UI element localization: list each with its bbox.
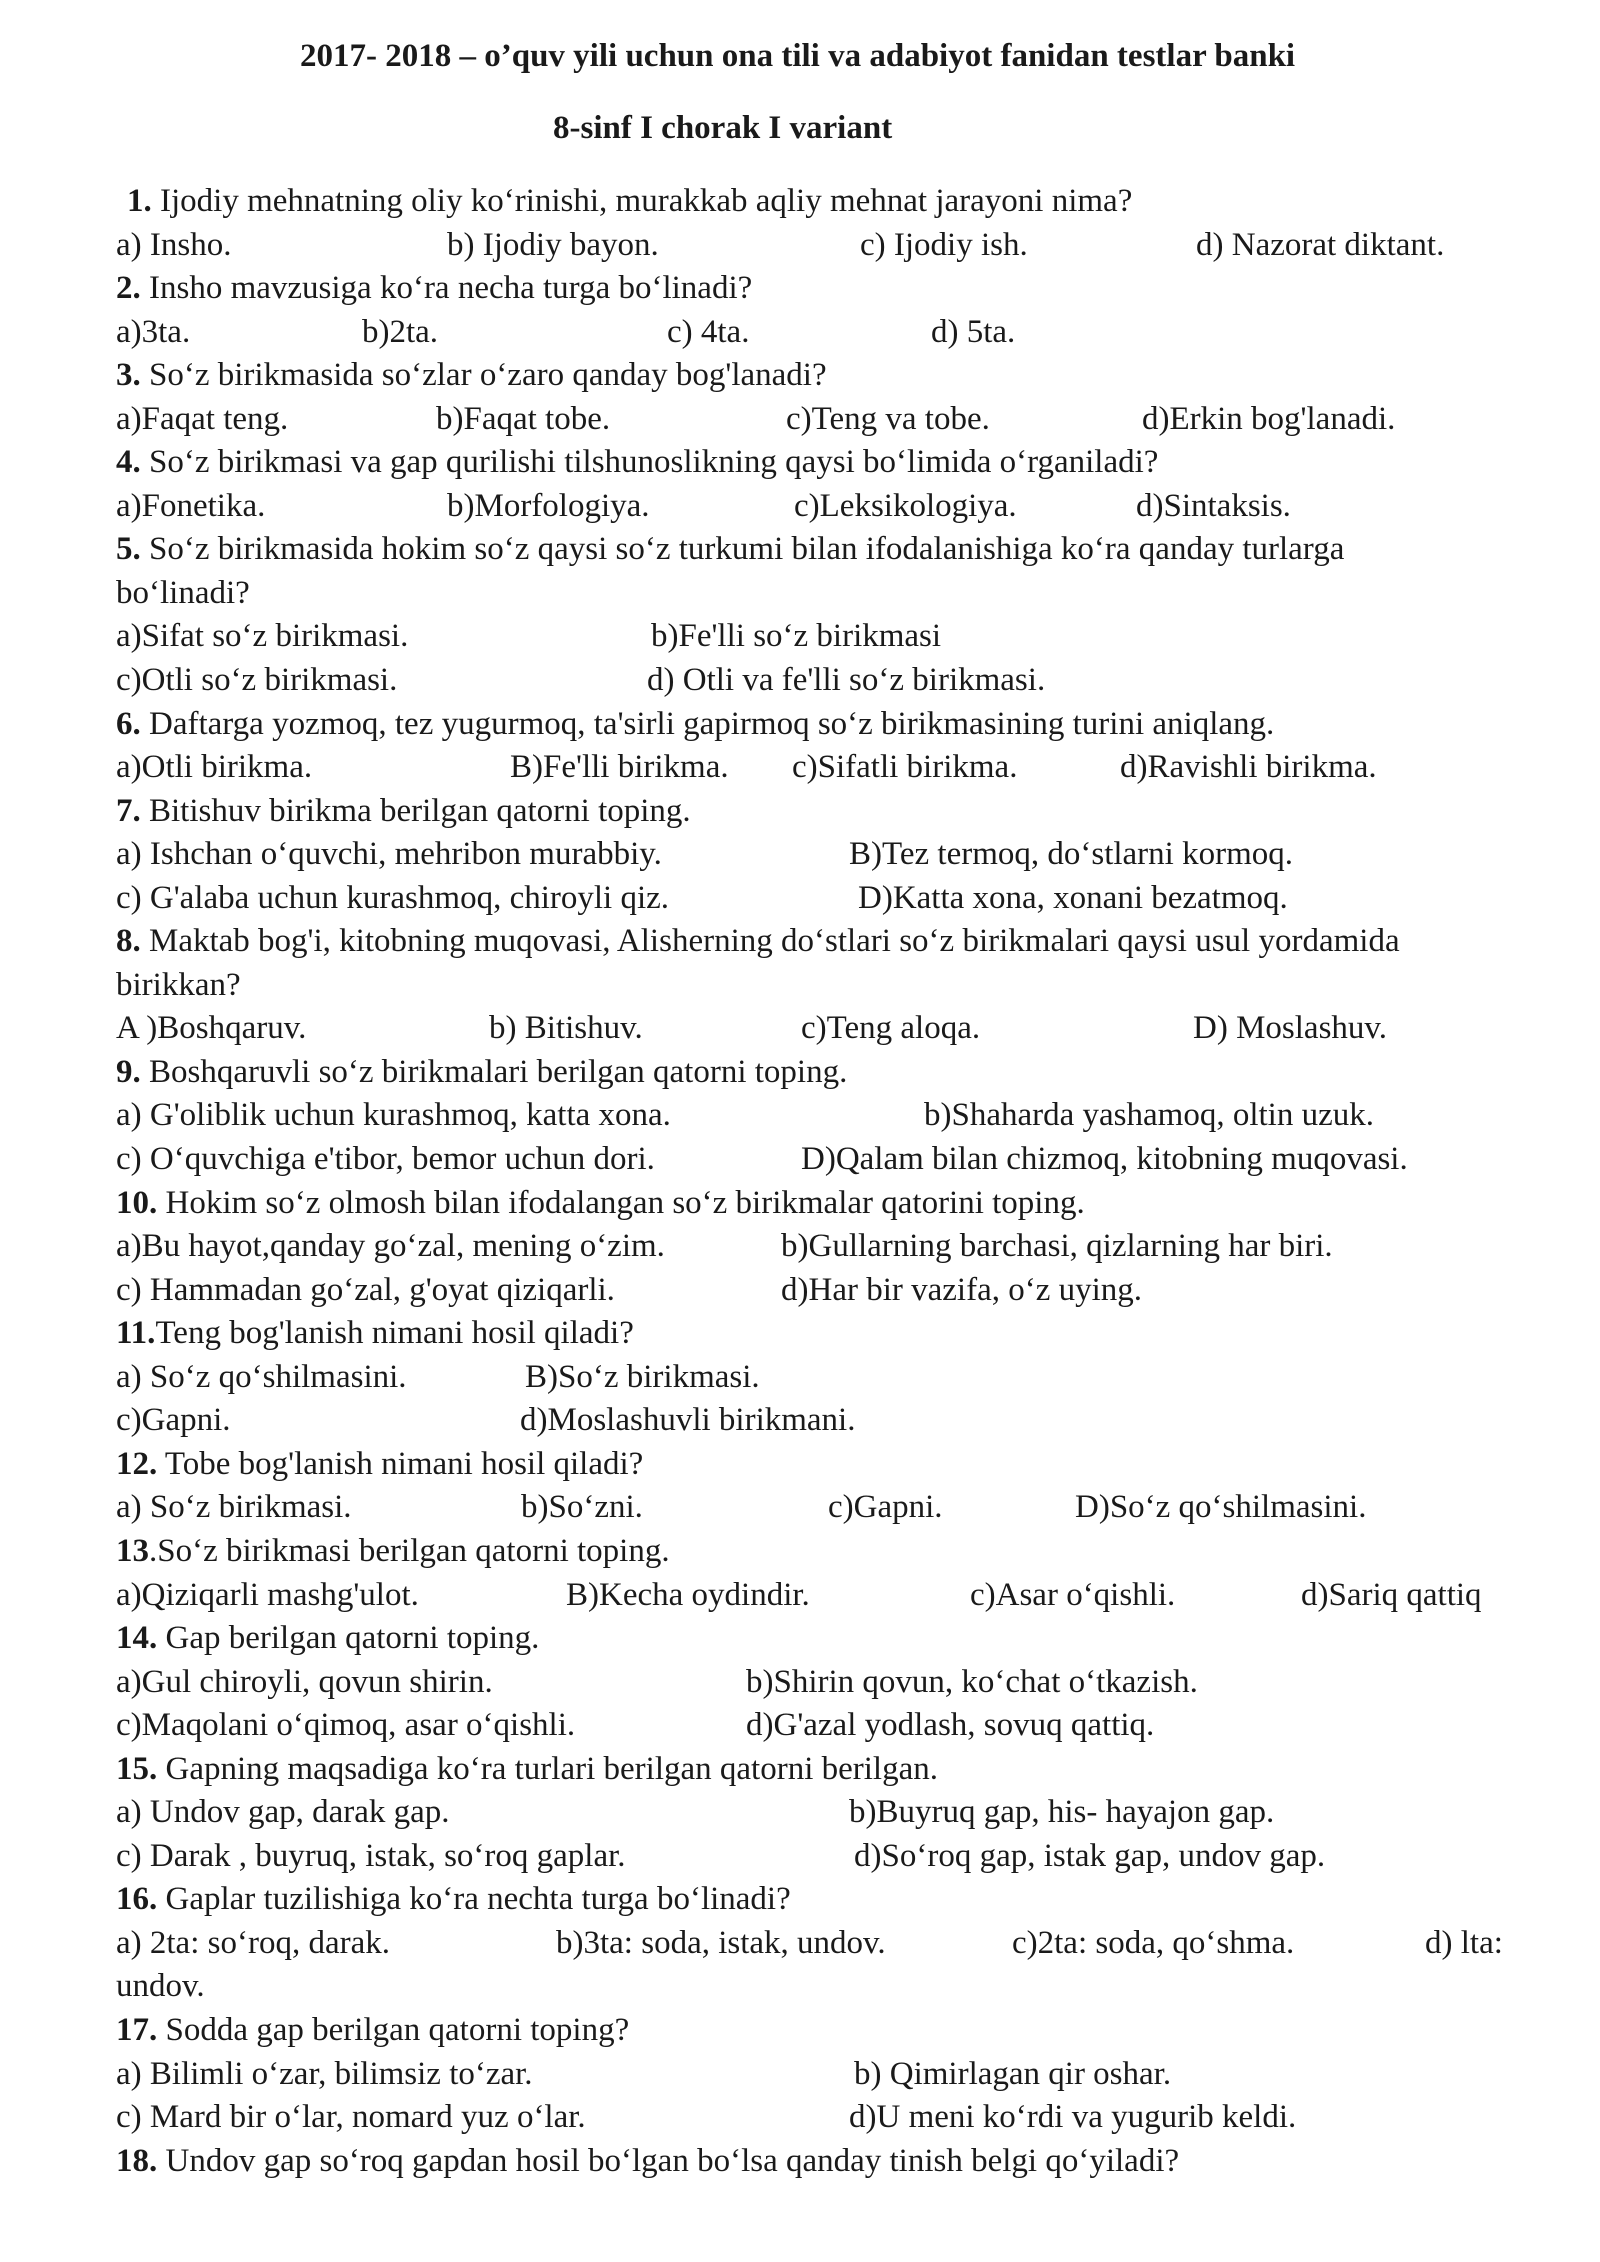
question-text: So‘z birikmasi va gap qurilishi tilshunoslikning qaysi bo‘limida o‘rganiladi? [140, 444, 1159, 481]
options-row [116, 1574, 1516, 1618]
option-a: a)Sifat so‘z birikmasi. [116, 618, 409, 655]
question-17 [116, 2009, 1516, 2053]
option-d: d)Har bir vazifa, o‘z uying. [781, 1271, 1143, 1308]
document-title: 2017- 2018 – o’quv yili uchun ona tili va adabiyot fanidan testlar banki [300, 38, 1296, 74]
question-number: 16. [116, 1881, 158, 1918]
option-c: c)Leksikologiya. [794, 487, 1017, 524]
option-b: b) Bitishuv. [489, 1010, 643, 1047]
option-c: c)2ta: soda, qo‘shma. [1012, 1924, 1295, 1961]
options-row [116, 615, 1516, 659]
question-9 [116, 1051, 1516, 1095]
option-c: c)Teng va tobe. [786, 400, 990, 437]
question-15 [116, 1748, 1516, 1792]
question-text: Sodda gap berilgan qatorni toping? [157, 2011, 630, 2048]
question-text: Teng bog'lanish nimani hosil qiladi? [155, 1315, 634, 1352]
option-c: c) Hammadan go‘zal, g'oyat qiziqarli. [116, 1271, 615, 1308]
question-text: Bitishuv birikma berilgan qatorni toping. [140, 792, 691, 829]
question-number: 5. [116, 531, 141, 568]
option-b: b)2ta. [362, 313, 439, 350]
question-text: .So‘z birikmasi berilgan qatorni toping. [149, 1532, 670, 1569]
option-b: b)So‘zni. [521, 1489, 643, 1526]
options-row [116, 1704, 1516, 1748]
question-number: 2. [116, 270, 141, 307]
question-number: 13 [116, 1532, 149, 1569]
question-10 [116, 1182, 1516, 1226]
question-text: Ijodiy mehnatning oliy ko‘rinishi, murakkab aqliy mehnat jarayoni nima? [151, 183, 1133, 219]
question-12 [116, 1443, 1516, 1487]
option-b: b)Morfologiya. [447, 487, 650, 524]
question-number: 9. [116, 1053, 141, 1090]
option-d: d)Sintaksis. [1136, 487, 1291, 524]
option-a: a)Qiziqarli mashg'ulot. [116, 1576, 419, 1613]
options-row [116, 311, 1516, 355]
document-subtitle: 8-sinf I chorak I variant [553, 110, 893, 146]
option-a: a)Otli birikma. [116, 749, 313, 786]
options-row [116, 659, 1516, 703]
option-d: D) Moslashuv. [1193, 1010, 1388, 1047]
question-1 [116, 180, 1516, 224]
option-a: a)Bu hayot,qanday go‘zal, mening o‘zim. [116, 1228, 665, 1265]
question-text: Gap berilgan qatorni toping. [157, 1620, 540, 1657]
question-text: Hokim so‘z olmosh bilan ifodalangan so‘z birikmalar qatorini toping. [157, 1184, 1085, 1221]
question-number: 1. [127, 183, 152, 219]
question-text: Boshqaruvli so‘z birikmalari berilgan qatorni toping. [140, 1053, 848, 1090]
options-row [116, 1356, 1516, 1400]
option-b: b)Shaharda yashamoq, oltin uzuk. [924, 1097, 1374, 1134]
options-row [116, 833, 1516, 877]
question-text: Maktab bog'i, kitobning muqovasi, Alisherning do‘stlari so‘z birikmalari qaysi usul yordamida birikkan? [116, 923, 1400, 1003]
question-text: So‘z birikmasida so‘zlar o‘zaro qanday bog'lanadi? [140, 357, 827, 394]
option-b: B)Tez termoq, do‘stlarni kormoq. [849, 836, 1294, 873]
options-row [116, 485, 1516, 529]
option-a: a)Fonetika. [116, 487, 266, 524]
question-16 [116, 1878, 1516, 1922]
option-b: b) Ijodiy bayon. [447, 226, 659, 263]
option-d: d) Otli va fe'lli so‘z birikmasi. [647, 662, 1046, 699]
question-number: 14. [116, 1620, 158, 1657]
options-row [116, 398, 1516, 442]
option-c: c)Maqolani o‘qimoq, asar o‘qishli. [116, 1707, 576, 1744]
option-b: B)Kecha oydindir. [566, 1576, 810, 1613]
option-d: d)Erkin bog'lanadi. [1142, 400, 1396, 437]
options-row [116, 2096, 1516, 2140]
options-row [116, 224, 1516, 268]
option-c: c) O‘quvchiga e'tibor, bemor uchun dori. [116, 1141, 655, 1178]
question-13 [116, 1530, 1516, 1574]
options-row [116, 1486, 1516, 1530]
questions-list [116, 180, 1516, 2183]
option-d: d)Moslashuvli birikmani. [520, 1402, 856, 1439]
options-row [116, 1399, 1516, 1443]
question-2 [116, 267, 1516, 311]
options-row [116, 1661, 1516, 1705]
question-4 [116, 441, 1516, 485]
question-text: Gapning maqsadiga ko‘ra turlari berilgan qatorni berilgan. [157, 1750, 938, 1787]
option-a: a) G'oliblik uchun kurashmoq, katta xona. [116, 1097, 671, 1134]
option-c: c) G'alaba uchun kurashmoq, chiroyli qiz. [116, 879, 670, 916]
question-18 [116, 2140, 1516, 2184]
question-number: 17. [116, 2011, 158, 2048]
option-d: D)Qalam bilan chizmoq, kitobning muqovasi. [801, 1141, 1408, 1178]
question-text: Insho mavzusiga ko‘ra necha turga bo‘linadi? [140, 270, 753, 307]
option-a: a)Gul chiroyli, qovun shirin. [116, 1663, 493, 1700]
option-a: a) So‘z birikmasi. [116, 1489, 352, 1526]
option-a: a) 2ta: so‘roq, darak. [116, 1924, 390, 1961]
option-c: c)Gapni. [116, 1402, 231, 1439]
options-row [116, 746, 1516, 790]
question-5 [116, 528, 1406, 615]
option-c: c) Darak , buyruq, istak, so‘roq gaplar. [116, 1837, 626, 1874]
question-6 [116, 703, 1516, 747]
question-11 [116, 1312, 1516, 1356]
question-number: 6. [116, 705, 141, 742]
option-a: a) Undov gap, darak gap. [116, 1794, 450, 1831]
option-d: D)Katta xona, xonani bezatmoq. [858, 879, 1288, 916]
option-d: d) Nazorat diktant. [1196, 226, 1445, 263]
question-text: Daftarga yozmoq, tez yugurmoq, ta'sirli gapirmoq so‘z birikmasining turini aniqlang. [140, 705, 1275, 742]
question-8 [116, 920, 1406, 1007]
options-row [116, 1225, 1516, 1269]
question-number: 18. [116, 2142, 158, 2179]
option-c: c) 4ta. [667, 313, 750, 350]
question-number: 10. [116, 1184, 158, 1221]
option-a: A )Boshqaruv. [116, 1010, 307, 1047]
option-a: a) So‘z qo‘shilmasini. [116, 1358, 407, 1395]
option-c: c) Mard bir o‘lar, nomard yuz o‘lar. [116, 2099, 586, 2136]
option-c: c) Ijodiy ish. [860, 226, 1028, 263]
option-d: D)So‘z qo‘shilmasini. [1075, 1489, 1367, 1526]
option-b: b)Gullarning barchasi, qizlarning har biri. [781, 1228, 1333, 1265]
question-number: 12. [116, 1445, 158, 1482]
question-text: So‘z birikmasida hokim so‘z qaysi so‘z turkumi bilan ifodalanishiga ko‘ra qanday turlarga bo‘linadi? [116, 531, 1345, 611]
options-row [116, 2053, 1516, 2097]
question-number: 15. [116, 1750, 158, 1787]
option-d: d) lta: [1425, 1924, 1503, 1961]
question-7 [116, 790, 1516, 834]
question-text: Tobe bog'lanish nimani hosil qiladi? [157, 1445, 644, 1482]
options-row [116, 1922, 1516, 2009]
option-d: d) 5ta. [931, 313, 1016, 350]
option-b: b)Fe'lli so‘z birikmasi [651, 618, 942, 655]
question-number: 7. [116, 792, 141, 829]
options-row [116, 1007, 1516, 1051]
option-a: a) Insho. [116, 226, 232, 263]
question-number: 11. [116, 1315, 156, 1352]
options-row [116, 1138, 1516, 1182]
option-b: b)3ta: soda, istak, undov. [556, 1924, 886, 1961]
option-d: d)Ravishli birikma. [1120, 749, 1377, 786]
option-a: a)Faqat teng. [116, 400, 289, 437]
option-d: d)G'azal yodlash, sovuq qattiq. [746, 1707, 1155, 1744]
question-number: 3. [116, 357, 141, 394]
option-a: a)3ta. [116, 313, 191, 350]
options-row [116, 1269, 1516, 1313]
options-row [116, 1835, 1516, 1879]
option-d-continued: undov. [116, 1968, 205, 2005]
option-c: c)Sifatli birikma. [792, 749, 1018, 786]
question-text: Undov gap so‘roq gapdan hosil bo‘lgan bo‘lsa qanday tinish belgi qo‘yiladi? [157, 2142, 1180, 2179]
option-c: c)Teng aloqa. [801, 1010, 981, 1047]
question-number: 8. [116, 923, 141, 960]
option-b: B)So‘z birikmasi. [525, 1358, 760, 1395]
option-d: d)So‘roq gap, istak gap, undov gap. [854, 1837, 1326, 1874]
option-b: b)Shirin qovun, ko‘chat o‘tkazish. [746, 1663, 1198, 1700]
option-a: a) Ishchan o‘quvchi, mehribon murabbiy. [116, 836, 662, 873]
option-c: c)Gapni. [828, 1489, 943, 1526]
option-c: c)Asar o‘qishli. [970, 1576, 1176, 1613]
option-a: a) Bilimli o‘zar, bilimsiz to‘zar. [116, 2055, 533, 2092]
option-c: c)Otli so‘z birikmasi. [116, 662, 398, 699]
question-text: Gaplar tuzilishiga ko‘ra nechta turga bo‘linadi? [157, 1881, 791, 1918]
question-3 [116, 354, 1516, 398]
options-row [116, 1791, 1516, 1835]
options-row [116, 877, 1516, 921]
option-b: b)Buyruq gap, his- hayajon gap. [849, 1794, 1275, 1831]
question-number: 4. [116, 444, 141, 481]
options-row [116, 1094, 1516, 1138]
option-b: b)Faqat tobe. [436, 400, 611, 437]
question-14 [116, 1617, 1516, 1661]
option-d: d)U meni ko‘rdi va yugurib keldi. [849, 2099, 1297, 2136]
option-b: B)Fe'lli birikma. [510, 749, 729, 786]
option-d: d)Sariq qattiq [1301, 1576, 1482, 1613]
option-b: b) Qimirlagan qir oshar. [854, 2055, 1172, 2092]
